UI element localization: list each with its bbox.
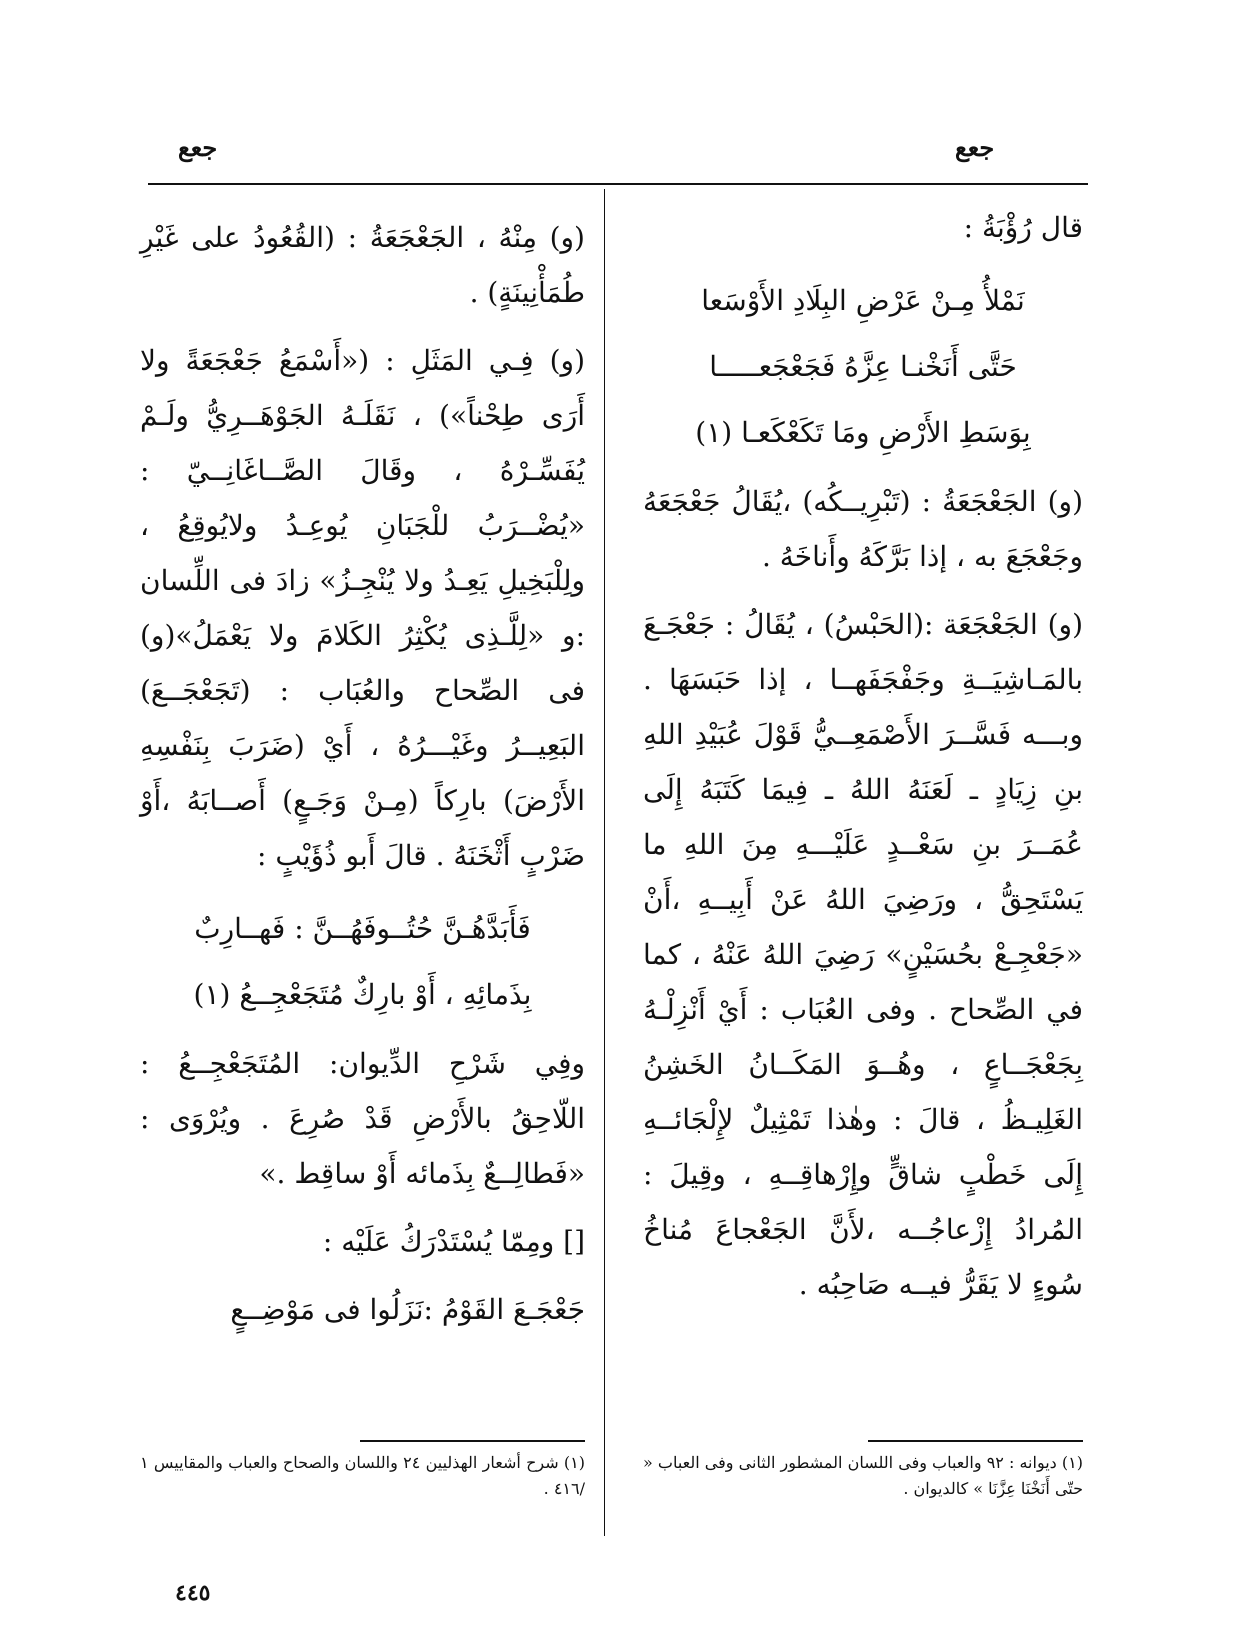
running-header-left: جعع [178, 133, 218, 162]
right-paragraph: (و) الجَعْجَعَةُ : (تَبْرِيــكُه) ،يُقَالُ جَعْجَعَهُ وجَعْجَعَ به ، إذا بَرَّكَهُ وأَناخَهُ . [643, 485, 1083, 573]
left-paragraph: وفِي شَرْحِ الدِّيوان: المُتَجَعْجِــعُ : اللّاحِقُ بالأَرْضِ قَدْ صُرِعَ . ويُرْوَى : «فَطالِــعٌ بِذَمائه أَوْ ساقِط .» [140, 1047, 585, 1190]
left-paragraph: [] ومِمّا يُسْتَدْرَكُ عَلَيْه : [322, 1225, 585, 1258]
left-paragraph: جَعْجَـعَ القَوْمُ :نَزَلُوا فى مَوْضِــعٍ [230, 1293, 585, 1326]
right-paragraph: (و) الجَعْجَعَة :(الحَبْسُ) ، يُقَالُ : جَعْجَـعَ بالمَـاشِيَــةِ وجَفْجَفَهــا ، إذا حَبَسَهَا . وبـــه فَسَّــرَ الأَصْمَعِــيُّ قَوْلَ عُبَيْدِ اللهِ بنِ زِيَادٍ ـ لَعَنَهُ اللهُ ـ فِيمَا كَتَبَهُ إِلَى عُمَــرَ بنِ سَعْــدٍ عَلَيْـــهِ مِنَ اللهِ ما يَسْتَحِقُّ ، ورَضِيَ اللهُ عَنْ أَبِيــهِ ،أَنْ «جَعْجِـعْ بحُسَيْنٍ» رَضِيَ اللهُ عَنْهُ ، كما في الصِّحاح . وفى العُبَاب : أَيْ أَنْزِلْـهُ بِجَعْجَــاعٍ ، وهُــوَ المَكَــانُ الخَشِنُ الغَلِيـظُ ، قالَ : وهٰذا تَمْثِيلٌ لإِلْجَائــهِ إِلَى خَطْبٍ شاقٍّ وإِرْهاقِــهِ ، وقِيلَ : المُرادُ إِزْعاجُــه ،لأَنَّ الجَعْجاعَ مُناخُ سُوءٍ لا يَقَرُّ فيــه صَاحِبُه . [643, 608, 1083, 1301]
running-header-right: جعع [955, 133, 995, 162]
right-poem [643, 268, 1083, 466]
right-intro: قال رُؤْبَةُ : [963, 211, 1083, 244]
footnote-right: (١) ديوانه : ٩٢ والعباب وفى اللسان المشطور الثانى وفى العباب « حتّى أَنَخْنَا عِزَّنَا » كالديوان . [643, 1453, 1083, 1498]
poem-line: فَأَبَدَّهُـنَّ حُتُــوفَهُــنَّ : فَهــارِبٌ [194, 912, 531, 945]
header-rule [148, 183, 1088, 185]
left-paragraph: (و) مِنْهُ ، الجَعْجَعَةُ : (القُعُودُ على غَيْرِ طُمَأْنِينَةٍ) . [140, 221, 585, 309]
right-column [643, 200, 1083, 1325]
poem-line: حَتَّى أَنَخْنـا عِزَّهُ فَجَعْجَعـــــا [709, 350, 1017, 383]
poem-line: بِوَسَطِ الأَرْضِ ومَا تَكَعْكَعـا (١) [695, 416, 1031, 449]
poem-line: نَمْلأُ مِـنْ عَرْضِ البِلَادِ الأَوْسَعا [701, 284, 1025, 317]
left-column [140, 210, 585, 1350]
page-number: ٤٤٥ [175, 1580, 211, 1606]
footnote-left: (١) شرح أشعار الهذليين ٢٤ واللسان والصحاح والعباب والمقاييس ١ /٤١٦ . [140, 1453, 585, 1498]
footnote-rule-left [360, 1440, 585, 1442]
left-poem [140, 896, 585, 1028]
poem-line: بِذَمائِهِ ، أَوْ بارِكٌ مُتَجَعْجِــعُ (١) [193, 978, 532, 1011]
footnote-rule-right [868, 1440, 1083, 1442]
left-paragraph: (و) فِـي المَثَلِ : («أَسْمَعُ جَعْجَعَةً ولا أَرَى طِحْناً») ، نَقَلَـهُ الجَوْهَــرِيُّ ولَـمْ يُفَسِّـرْهُ ، وقَالَ الصَّــاغَانِــيّ : «يُضْــرَبُ للْجَبَانِ يُوعِـدُ ولايُوقِعُ ، ولِلْبَخِيلِ يَعِـدُ ولا يُنْجِـزُ» زادَ فى اللِّسان :و «لِلَّـذِى يُكْثِرُ الكَلامَ ولا يَعْمَلُ»(و) فى الصِّحاح والعُبَاب : (تَجَعْجَــعَ) البَعِيــرُ وغَيْـــرُهُ ، أَيْ (ضَرَبَ بِنَفْسِهِ الأَرْضَ) بارِكاً (مِـنْ وَجَـعٍ) أَصــابَهُ ،أَوْ ضَرْبٍ أَثْخَنَهُ . قالَ أَبو ذُؤَيْبٍ : [140, 344, 585, 872]
column-divider [604, 189, 605, 1536]
